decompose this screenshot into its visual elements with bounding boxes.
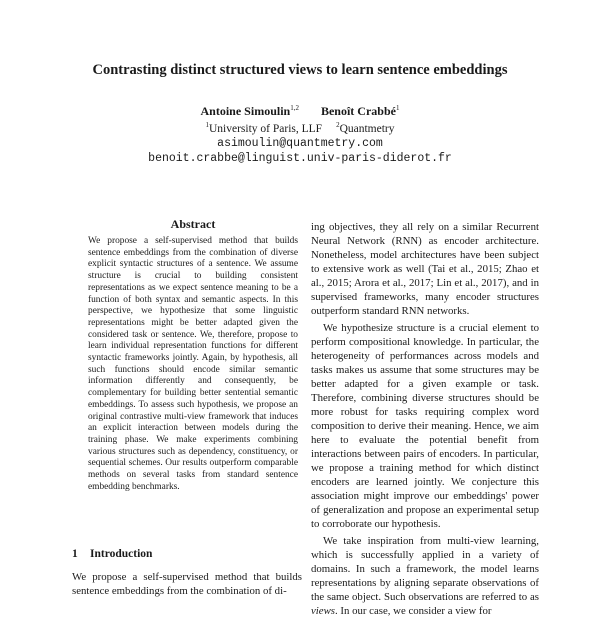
author-affiliation-mark: 1 bbox=[395, 104, 400, 112]
author-name: Antoine Simoulin bbox=[200, 104, 291, 118]
body-paragraph: ing objectives, they all rely on a similar Recurrent Neural Network (RNN) as encoder architecture. Nonetheless, model architectures have been subject to extensive work as well (Tai et al., 2015; Zhao et al., 2015; Arora et al., 2017; Lin et al., 2017), and in supervised frameworks, many encoder structures outperform standard RNN networks. bbox=[311, 221, 539, 317]
author-email: asimoulin@quantmetry.com bbox=[217, 137, 383, 150]
abstract-body bbox=[88, 236, 298, 493]
body-text: . In our case, we consider a view for bbox=[335, 605, 492, 617]
affiliation-name: University of Paris, LLF bbox=[208, 122, 323, 135]
section-number: 1 bbox=[72, 548, 78, 560]
author-name: Benoît Crabbé bbox=[320, 104, 396, 118]
abstract-heading: Abstract bbox=[170, 217, 216, 231]
right-column bbox=[311, 220, 539, 621]
author-line bbox=[0, 104, 600, 119]
author-email: benoit.crabbe@linguist.univ-paris-diderot.fr bbox=[148, 152, 452, 165]
intro-body bbox=[72, 570, 302, 598]
affiliation-line bbox=[0, 121, 600, 135]
affiliation-mark: 1 bbox=[205, 121, 209, 129]
intro-paragraph: We propose a self-supervised method that builds sentence embeddings from the combination of di- bbox=[72, 571, 302, 597]
paper-title: Contrasting distinct structured views to learn sentence embeddings bbox=[92, 62, 508, 78]
body-paragraph: We hypothesize structure is a crucial element to perform compositional knowledge. In particular, the heterogeneity of performances across models and tasks makes us assume that some structures may be better adapted for a given example or task. Therefore, combining diverse structures should be more robust for tasks requiring complex word composition to derive their meaning. Hence, we aim here to evaluate the potential benefit from interactions between pairs of encoders. In particular, we propose a training method for which distinct encoders are learned jointly. We conjecture this association might improve our embeddings' power of generalization and propose an experimental setup to corroborate our hypothesis. bbox=[311, 322, 539, 530]
body-paragraph bbox=[311, 534, 539, 618]
author-affiliation-mark: 1,2 bbox=[290, 104, 299, 112]
affiliation-mark: 2 bbox=[336, 121, 340, 129]
section-title: Introduction bbox=[90, 548, 153, 560]
emphasized-term: views bbox=[311, 605, 335, 617]
affiliation-name: Quantmetry bbox=[339, 122, 395, 135]
body-text: We take inspiration from multi-view learning, which is successfully applied in a variety of domains. In such a framework, the model learns representations by aligning separate observations of the same object. Such observations are referred to as bbox=[311, 535, 539, 603]
abstract-paragraph: We propose a self-supervised method that builds sentence embeddings from the combination of diverse explicit syntactic structures of a sentence. We assume structure is crucial to building consistent representations as we expect sentence meaning to be a function of both syntax and semantic aspects. In this perspective, we hypothesize that some linguistic representations might be better adapted given the considered task or sentence. We, therefore, propose to learn individual representation functions for different syntactic frameworks jointly. Again, by hypothesis, all such functions should encode similar semantic information differently and consequently, be complementary for building better sentential semantic embeddings. To assess such hypothesis, we propose an original contrastive multi-view framework that induces an explicit interaction between models during the training phase. We make experiments combining various structures such as dependency, constituency, or sequential schemes. Our results outperform comparable methods on several tasks from standard sentence embedding benchmarks. bbox=[88, 236, 298, 492]
section-heading bbox=[72, 548, 152, 560]
